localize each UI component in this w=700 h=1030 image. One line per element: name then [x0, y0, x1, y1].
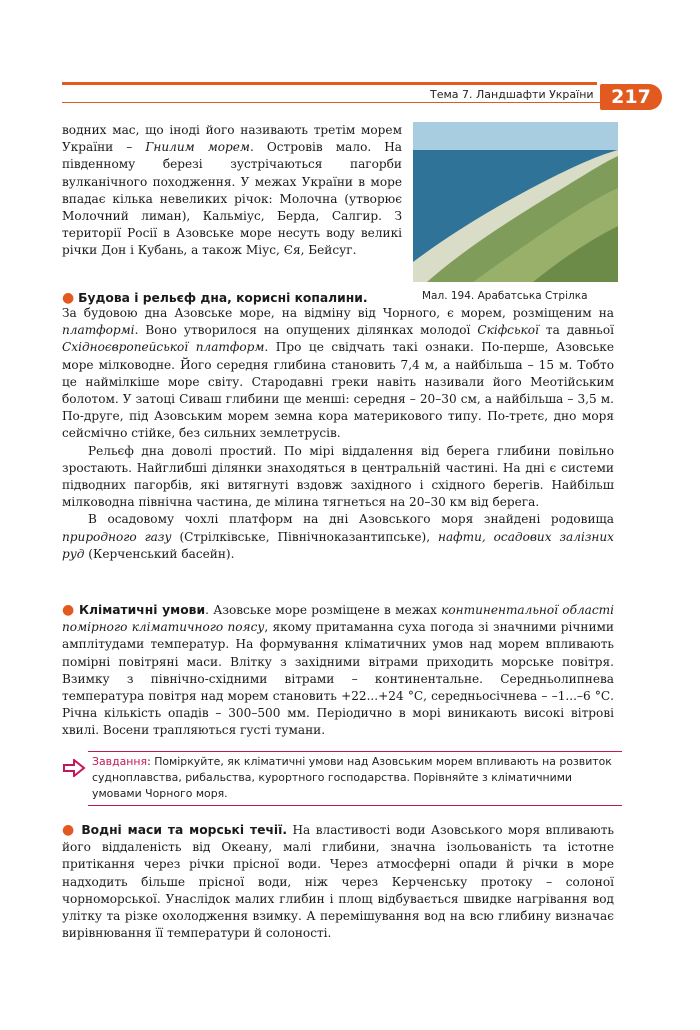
- task-rule-bottom: [88, 805, 622, 806]
- arabat-spit-photo: [413, 122, 618, 282]
- arrow-right-icon: [62, 759, 86, 777]
- photo-illustration: [413, 122, 618, 282]
- section3-heading: Водні маси та морські течії.: [81, 823, 288, 837]
- header-rule: [62, 82, 597, 85]
- task-text: : Поміркуйте, як кліматичні умови над Азовським морем впливають на розвиток судноплавства, рибальства, курортного господарства. Порівняйте з кліматичними умовами Чорного моря.: [92, 755, 612, 800]
- bullet-icon: ●: [62, 602, 75, 618]
- section2-heading: Кліматичні умови: [78, 603, 206, 617]
- topic-title: Тема 7. Ландшафти України: [430, 88, 594, 101]
- figure-caption: Мал. 194. Арабатська Стрілка: [422, 290, 588, 302]
- task-box: [62, 751, 622, 806]
- section1-paragraph-3: В осадовому чохлі платформ на дні Азовського моря знайдені родовища природного газу (Стрілківське, Північноказантипське), нафти, осадових залізних руд (Керченський басейн).: [62, 512, 614, 561]
- section1-heading: Будова і рельєф дна, корисні копалини.: [78, 291, 368, 305]
- section2-body: ● Кліматичні умови. Азовське море розміщене в межах континентальної області помірного кліматичного поясу, якому притаманна суха погода зі значними річними амплітудами температур. На формування кліматичних умов над морем впливають помірні повітряні маси. Влітку з західними вітрами приходить морське повітря. Взимку з північно-східними вітрами – континентальне. Середньолипнева температура повітря над морем становить +22...+24 °С, середньосічнева – –1...–6 °С. Річна кількість опадів – 300–500 мм. Періодично в морі виникають високі вітрові хвилі. Восени трапляються густі тумани.: [62, 602, 614, 738]
- section1-paragraph-2: Рельєф дна доволі простий. По мірі віддалення від берега глибини повільно зростають. Найглибші ділянки знаходяться в центральній частині. На дні є системи підводних пагорбів, які витягнуті вздовж західного і східного берегів. Найбільш мілководна північна частина, де мілина тягнеться на 20–30 км від берега.: [62, 443, 614, 510]
- header-rule-bottom: [62, 102, 602, 103]
- intro-paragraph: водних мас, що іноді його називають третім морем України – Гнилим морем. Островів мало. На південному березі зустрічаються пагорби вулканічного походження. У межах України в море впадає кілька невеликих річок: Молочна (утворює Молочний лиман), Кальміус, Берда, Салгир. З території Росії в Азовське море несуть воду великі річки Дон і Кубань, а також Міус, Єя, Бейсуг.: [62, 123, 402, 258]
- bullet-icon: ●: [62, 822, 76, 838]
- bullet-icon: ●: [62, 290, 75, 306]
- task-label: Завдання: [92, 755, 148, 768]
- page-number: 217: [600, 84, 662, 110]
- section1-paragraph-1: За будовою дна Азовське море, на відміну від Чорного, є морем, розміщеним на платформі. Воно утворилося на опущених ділянках молодої Скіфської та давньої Східноєвропейської платформ. Про це свідчать такі ознаки. По-перше, Азовське море мілководне. Його середня глибина становить 7,4 м, а найбільша – 15 м. Тобто це наймілкіше море світу. Стародавні греки навіть називали його Меотійським болотом. У затоці Сиваш глибини ще менші: середня – 20–30 см, а найбільша – 3,5 м. По-друге, під Азовським морем земна кора материкового типу. По-третє, дно моря сейсмічно стійке, без сильних землетрусів.: [62, 306, 615, 441]
- section3-body: ● Водні маси та морські течії. На властивості води Азовського моря впливають його віддаленість від Океану, малі глибини, значна ізольованість та істотне притікання через річки прісної води. Через атмосферні опади й річки в море надходить більше прісної води, ніж через Керченську протоку – солоної чорноморської. Унаслідок малих глибин і площ відбувається швидке нагрівання вод улітку та різке охолодження взимку. А перемішування вод на всю глибину визначає вирівнювання її температури й солоності.: [62, 822, 614, 941]
- section1-body: [62, 305, 614, 563]
